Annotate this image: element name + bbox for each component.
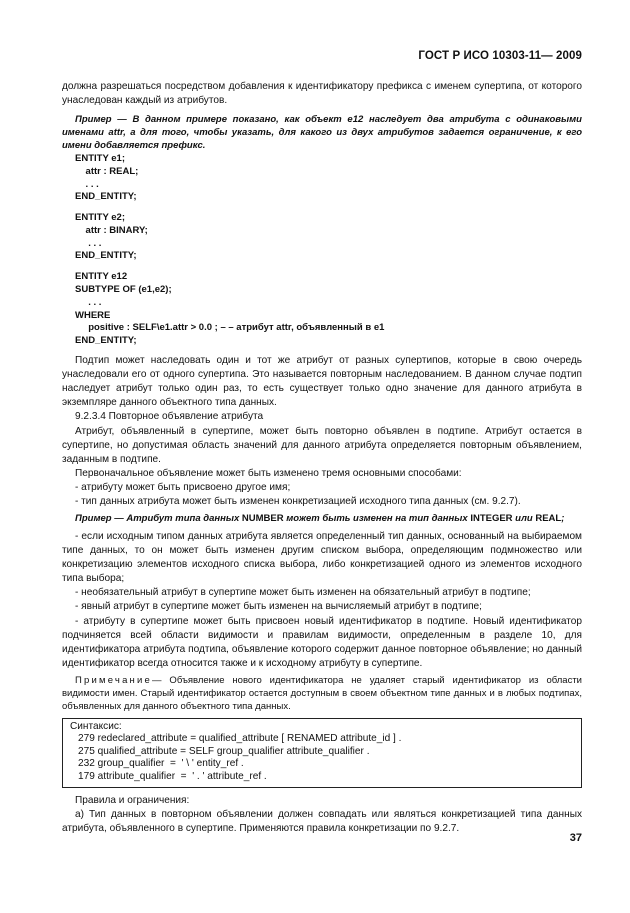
list-item: - тип данных атрибута может быть изменен конкретизацией исходного типа данных (см. 9.2.7). bbox=[75, 496, 521, 507]
standard-header: ГОСТ Р ИСО 10303-11— 2009 bbox=[418, 50, 582, 62]
code-line: positive : SELF\e1.attr > 0.0 ; – – атрибут attr, объявленный в e1 bbox=[75, 322, 385, 334]
list-item: - атрибуту в супертипе может быть присвоен новый идентификатор в подтипе. Новый идентификатор подчиняется всей области видимости и правилам видимости, определенным в разделе 10, для идентификатора атрибута подтипа, объявление которого содержит данное повторное объявление; но данный идентификатор всегда относится также и к исходному атрибуту в супертипе. bbox=[62, 615, 582, 669]
code-line: ENTITY e1; bbox=[75, 152, 125, 164]
example-2-part: или bbox=[512, 513, 536, 525]
rules-title: Правила и ограничения: bbox=[75, 794, 190, 806]
syntax-rule: 232 group_qualifier = ' \ ' entity_ref . bbox=[78, 758, 244, 770]
keyword-integer: INTEGER bbox=[470, 513, 513, 525]
syntax-rule: 179 attribute_qualifier = ' . ' attribute_ref . bbox=[78, 771, 267, 783]
list-item: - явный атрибут в супертипе может быть изменен на вычисляемый атрибут в подтипе; bbox=[75, 601, 482, 613]
rule-a: а) Тип данных в повторном объявлении должен совпадать или являться конкретизацией типа данных атрибута, объявленного в супертипе. Применяются правила конкретизации по 9.2.7. bbox=[62, 808, 582, 834]
code-line: SUBTYPE OF (e1,e2); bbox=[75, 284, 172, 296]
code-line: END_ENTITY; bbox=[75, 335, 137, 347]
code-line: END_ENTITY; bbox=[75, 250, 137, 262]
syntax-box bbox=[62, 718, 582, 788]
syntax-title: Синтаксис: bbox=[70, 720, 122, 732]
list-item: - необязательный атрибут в супертипе может быть изменен на обязательный атрибут в подтипе; bbox=[75, 587, 531, 599]
syntax-rule: 279 redeclared_attribute = qualified_attribute [ RENAMED attribute_id ] . bbox=[78, 733, 402, 745]
code-line: END_ENTITY; bbox=[75, 191, 137, 203]
note-text: — Объявление нового идентификатора не удаляет старый идентификатор из области видимости имен. Старый идентификатор остается доступным в своем объектном типе данных и в любых подтипах, объявленных для данного объектного типа данных. bbox=[62, 674, 582, 712]
paragraph-ways: Первоначальное объявление может быть изменено тремя основными способами: bbox=[75, 467, 462, 479]
example-2-part: может быть изменен на тип данных bbox=[283, 513, 471, 525]
code-line: attr : BINARY; bbox=[75, 224, 148, 236]
paragraph-continuation: должна разрешаться посредством добавления к идентификатору префикса с именем супертипа, от которого унаследован каждый из атрибутов. bbox=[62, 81, 582, 107]
code-line: ENTITY e12 bbox=[75, 271, 128, 283]
note-label: Примечание bbox=[75, 674, 152, 686]
code-line: . . . bbox=[75, 178, 99, 190]
page-number: 37 bbox=[569, 832, 582, 844]
paragraph-repeated-inheritance: Подтип может наследовать один и тот же атрибут от разных супертипов, которые в свою очередь унаследовали его от одного супертипа. Это называется повторным наследованием. В данном случае подтип наследует атрибут только один раз, то есть существует только одно значение для данного атрибута в экземпляре данного объектного типа данных. bbox=[62, 355, 582, 409]
example-2-part: ; bbox=[561, 513, 565, 525]
code-line: WHERE bbox=[75, 309, 111, 321]
code-line: . . . bbox=[75, 296, 102, 308]
code-block-e2 bbox=[75, 212, 582, 263]
code-line: attr : REAL; bbox=[75, 165, 139, 177]
code-line: . . . bbox=[75, 237, 102, 249]
code-block-e12 bbox=[75, 271, 582, 348]
keyword-number: NUMBER bbox=[241, 513, 284, 525]
syntax-rule: 275 qualified_attribute = SELF group_qualifier attribute_qualifier . bbox=[78, 745, 370, 757]
list-item: - если исходным типом данных атрибута является определенный тип данных, основанный на выбираемом типе данных, то он может быть изменен другим списком выбора, определяющим подмножество или конкретизацию элементов исходного списка выбора, либо конкретизацией одного из элементов исходного типа выбора; bbox=[62, 531, 582, 585]
paragraph-redeclaration: Атрибут, объявленный в супертипе, может быть повторно объявлен в подтипе. Атрибут остается в супертипе, но допустимая область значений для данного атрибута определяется повторным объявлением, заданным в подтипе. bbox=[62, 425, 582, 465]
code-line: ENTITY e2; bbox=[75, 212, 125, 224]
page-body bbox=[62, 80, 582, 836]
section-title: 9.2.3.4 Повторное объявление атрибута bbox=[75, 411, 264, 423]
example-2-text bbox=[62, 513, 582, 526]
example-2-part: Пример — Атрибут типа данных bbox=[75, 513, 242, 525]
code-block-e1 bbox=[75, 153, 582, 204]
keyword-real: REAL bbox=[535, 513, 562, 525]
list-item: - атрибуту может быть присвоено другое имя; bbox=[75, 481, 291, 493]
note bbox=[62, 675, 582, 714]
example-1-text: Пример — В данном примере показано, как объект e12 наследует два атрибута с одинаковыми именами attr, а для того, чтобы указать, для какого из двух атрибутов задается ограничение, к его имени добавляется префикс. bbox=[62, 114, 582, 151]
